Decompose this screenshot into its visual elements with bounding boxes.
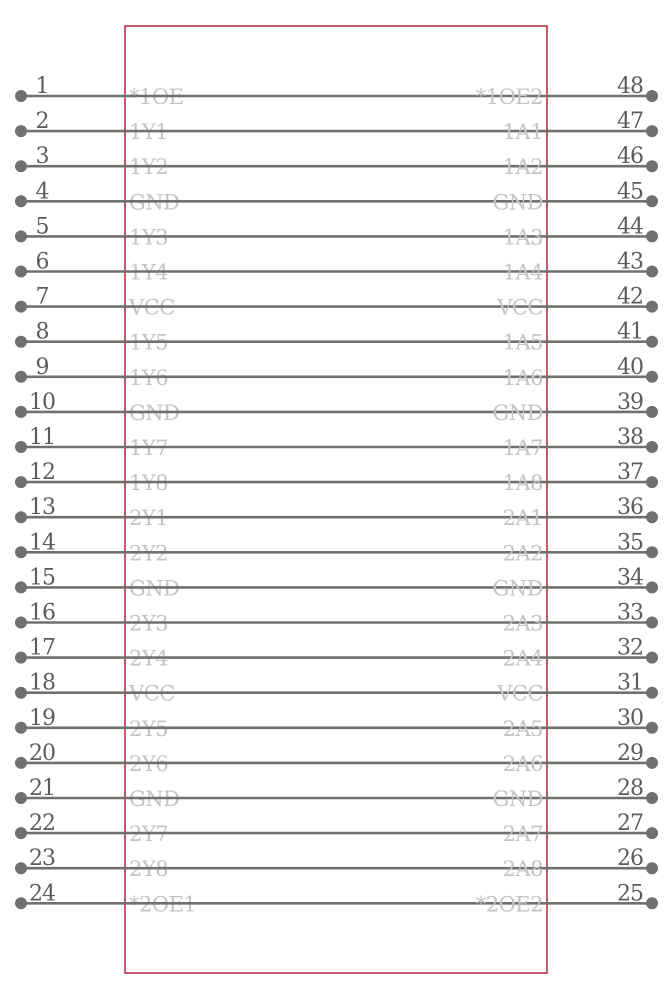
- pin-number: 32: [617, 635, 643, 661]
- pin-name-label: GND: [129, 190, 180, 215]
- pin-1: [15, 74, 183, 109]
- pin-endpoint-dot: [15, 546, 27, 558]
- pin-number: 27: [617, 811, 643, 837]
- pin-number: 9: [35, 354, 49, 380]
- pin-number: 40: [617, 354, 643, 380]
- pin-24: [15, 881, 196, 916]
- pin-name-label: 1Y7: [129, 436, 169, 460]
- pin-8: [15, 320, 168, 355]
- pin-endpoint-dot: [646, 230, 658, 242]
- pin-endpoint-dot: [15, 862, 27, 874]
- pin-11: [15, 425, 168, 460]
- pin-number: 33: [617, 600, 643, 626]
- pin-number: 34: [617, 565, 643, 591]
- pin-name-label: 1A6: [502, 365, 543, 390]
- pin-name-label: GND: [492, 400, 543, 425]
- pin-10: [15, 390, 180, 425]
- pin-38: [125, 425, 658, 460]
- pin-endpoint-dot: [646, 301, 658, 313]
- pin-endpoint-dot: [15, 160, 27, 172]
- pin-name-label: 1Y4: [129, 260, 169, 285]
- pin-number: 15: [29, 565, 55, 591]
- pin-13: [15, 495, 168, 530]
- pin-endpoint-dot: [646, 581, 658, 593]
- pin-name-label: 2A1: [502, 506, 543, 531]
- pin-endpoint-dot: [646, 90, 658, 102]
- pin-number: 42: [617, 284, 643, 310]
- pin-47: [125, 109, 658, 144]
- pin-name-label: 1A8: [502, 471, 543, 496]
- pin-number: 21: [29, 776, 55, 801]
- pin-number: 47: [617, 109, 643, 135]
- pin-number: 23: [29, 846, 55, 872]
- pin-32: [125, 636, 658, 671]
- pin-30: [125, 706, 658, 741]
- pin-endpoint-dot: [646, 897, 658, 909]
- pin-number: 38: [617, 425, 643, 450]
- pin-number: 5: [35, 214, 49, 240]
- pin-name-label: 2Y1: [129, 506, 169, 531]
- pin-17: [15, 636, 168, 671]
- pin-endpoint-dot: [646, 617, 658, 629]
- pin-18: [15, 671, 175, 706]
- pin-name-label: 2Y8: [129, 857, 169, 882]
- pin-name-label: GND: [129, 787, 180, 811]
- pin-name-label: 1A5: [502, 330, 543, 355]
- pin-45: [125, 179, 658, 214]
- pin-name-label: 1Y5: [129, 330, 169, 355]
- pin-28: [125, 776, 658, 811]
- pin-name-label: *2OE1: [129, 892, 197, 917]
- pin-name-label: 1A7: [502, 436, 543, 460]
- pin-33: [125, 601, 658, 636]
- pin-name-label: *1OE2: [475, 85, 543, 109]
- pin-number: 7: [35, 284, 49, 310]
- pin-endpoint-dot: [15, 897, 27, 909]
- pin-number: 3: [35, 144, 49, 170]
- pin-endpoint-dot: [15, 371, 27, 383]
- pin-name-label: 1A1: [502, 120, 543, 145]
- pin-name-label: VCC: [497, 295, 543, 320]
- pin-number: 6: [35, 249, 49, 275]
- pin-endpoint-dot: [646, 336, 658, 348]
- pin-number: 31: [617, 670, 643, 696]
- pin-number: 25: [617, 881, 643, 907]
- pin-name-label: VCC: [129, 681, 175, 706]
- pin-name-label: 1Y3: [129, 225, 169, 250]
- pin-number: 41: [617, 319, 643, 345]
- pin-5: [15, 214, 168, 249]
- pin-42: [125, 285, 658, 320]
- pin-name-label: GND: [129, 400, 180, 425]
- pin-endpoint-dot: [646, 827, 658, 839]
- pin-name-label: 2A6: [502, 751, 543, 776]
- pin-name-label: 2Y4: [129, 646, 169, 671]
- pin-number: 35: [617, 530, 643, 556]
- pin-number: 12: [29, 460, 55, 486]
- pin-43: [125, 250, 658, 285]
- pin-name-label: 1Y1: [129, 120, 169, 145]
- pin-name-label: 2A5: [502, 716, 543, 741]
- pin-endpoint-dot: [15, 827, 27, 839]
- pin-endpoint-dot: [646, 476, 658, 488]
- pin-endpoint-dot: [15, 687, 27, 699]
- pin-name-label: *1OE: [129, 85, 184, 109]
- pin-endpoint-dot: [646, 792, 658, 804]
- pin-name-label: GND: [492, 190, 543, 215]
- pin-number: 19: [29, 705, 55, 731]
- pin-35: [125, 530, 658, 565]
- pin-number: 43: [617, 249, 643, 275]
- pin-name-label: 1A2: [502, 155, 543, 180]
- pin-number: 29: [617, 740, 643, 766]
- pin-number: 13: [29, 495, 55, 521]
- pin-number: 37: [617, 460, 643, 486]
- pin-19: [15, 706, 168, 741]
- pin-number: 28: [617, 776, 643, 801]
- pin-15: [15, 565, 180, 600]
- pin-name-label: GND: [492, 576, 543, 601]
- pin-endpoint-dot: [15, 617, 27, 629]
- pin-number: 8: [35, 319, 49, 345]
- pin-number: 44: [617, 214, 643, 240]
- pin-number: 39: [617, 389, 643, 415]
- pin-34: [125, 565, 658, 600]
- pin-number: 14: [29, 530, 55, 556]
- pin-46: [125, 144, 658, 179]
- pin-endpoint-dot: [646, 757, 658, 769]
- pin-number: 17: [29, 635, 55, 661]
- pin-number: 45: [617, 179, 643, 205]
- pin-name-label: 2A8: [502, 857, 543, 882]
- pin-number: 46: [617, 144, 643, 170]
- pin-name-label: 1Y2: [129, 155, 169, 180]
- pin-name-label: 1Y8: [129, 471, 169, 496]
- pin-number: 36: [617, 495, 643, 521]
- pin-20: [15, 741, 168, 776]
- pin-name-label: *2OE2: [475, 892, 543, 917]
- pin-number: 22: [29, 811, 55, 837]
- pin-endpoint-dot: [646, 652, 658, 664]
- pin-name-label: 2Y3: [129, 611, 169, 636]
- pin-2: [15, 109, 168, 144]
- pin-endpoint-dot: [646, 406, 658, 418]
- pin-3: [15, 144, 168, 179]
- pin-endpoint-dot: [646, 546, 658, 558]
- pin-endpoint-dot: [15, 90, 27, 102]
- pin-endpoint-dot: [646, 441, 658, 453]
- pin-name-label: 2A7: [502, 822, 543, 847]
- pin-number: 11: [29, 425, 55, 450]
- pin-number: 48: [617, 74, 643, 99]
- pin-name-label: 2A4: [502, 646, 543, 671]
- pin-endpoint-dot: [15, 125, 27, 137]
- pin-29: [125, 741, 658, 776]
- pin-endpoint-dot: [646, 722, 658, 734]
- pin-endpoint-dot: [15, 581, 27, 593]
- pin-44: [125, 214, 658, 249]
- pin-36: [125, 495, 658, 530]
- pin-endpoint-dot: [15, 476, 27, 488]
- right-pin-column: [125, 74, 658, 916]
- pin-12: [15, 460, 168, 495]
- pin-endpoint-dot: [646, 195, 658, 207]
- pin-number: 16: [29, 600, 55, 626]
- pin-26: [125, 846, 658, 881]
- pin-4: [15, 179, 180, 214]
- ic-body-outline: [125, 26, 547, 973]
- pin-endpoint-dot: [646, 266, 658, 278]
- pin-endpoint-dot: [15, 406, 27, 418]
- pin-endpoint-dot: [15, 722, 27, 734]
- pin-22: [15, 811, 168, 846]
- pin-number: 26: [617, 846, 643, 872]
- pin-31: [125, 671, 658, 706]
- pin-endpoint-dot: [15, 301, 27, 313]
- pin-name-label: 1Y6: [129, 365, 169, 390]
- pin-endpoint-dot: [15, 792, 27, 804]
- pin-name-label: GND: [129, 576, 180, 601]
- pin-number: 18: [29, 670, 55, 696]
- pin-name-label: 2A2: [502, 541, 543, 566]
- pin-number: 20: [29, 740, 55, 766]
- pin-27: [125, 811, 658, 846]
- pin-endpoint-dot: [646, 160, 658, 172]
- pin-number: 30: [617, 705, 643, 731]
- pin-21: [15, 776, 180, 811]
- pin-endpoint-dot: [646, 125, 658, 137]
- pin-name-label: 2A3: [502, 611, 543, 636]
- pin-endpoint-dot: [15, 195, 27, 207]
- pin-9: [15, 355, 168, 390]
- pin-7: [15, 285, 175, 320]
- pin-name-label: 1A3: [502, 225, 543, 250]
- pin-6: [15, 250, 168, 285]
- pin-endpoint-dot: [15, 652, 27, 664]
- pin-37: [125, 460, 658, 495]
- pin-name-label: 2Y6: [129, 751, 169, 776]
- pin-endpoint-dot: [646, 371, 658, 383]
- pin-name-label: 2Y5: [129, 716, 169, 741]
- pin-endpoint-dot: [15, 230, 27, 242]
- pin-name-label: 2Y2: [129, 541, 169, 566]
- pin-endpoint-dot: [15, 336, 27, 348]
- pin-endpoint-dot: [15, 511, 27, 523]
- pin-name-label: 2Y7: [129, 822, 169, 847]
- pin-number: 10: [29, 389, 55, 415]
- pin-number: 4: [35, 179, 49, 205]
- pin-48: [125, 74, 658, 109]
- pin-number: 24: [29, 881, 55, 907]
- pin-name-label: VCC: [497, 681, 543, 706]
- pin-25: [125, 881, 658, 916]
- pin-40: [125, 355, 658, 390]
- pin-number: 2: [35, 109, 49, 135]
- pin-14: [15, 530, 168, 565]
- pin-name-label: 1A4: [502, 260, 543, 285]
- pin-endpoint-dot: [646, 687, 658, 699]
- pin-endpoint-dot: [646, 511, 658, 523]
- pin-endpoint-dot: [15, 441, 27, 453]
- pin-number: 1: [35, 74, 49, 99]
- pin-endpoint-dot: [646, 862, 658, 874]
- pin-endpoint-dot: [15, 757, 27, 769]
- pin-23: [15, 846, 168, 881]
- pin-41: [125, 320, 658, 355]
- pin-16: [15, 601, 168, 636]
- pin-endpoint-dot: [15, 266, 27, 278]
- pin-39: [125, 390, 658, 425]
- pin-name-label: GND: [492, 787, 543, 811]
- pin-name-label: VCC: [129, 295, 175, 320]
